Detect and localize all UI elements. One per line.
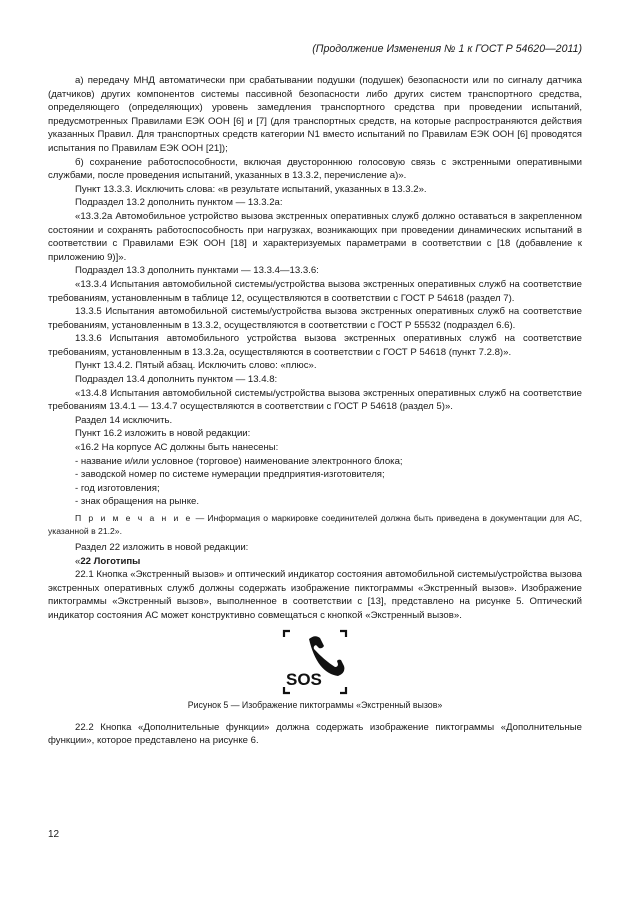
paragraph-b: б) сохранение работоспособности, включая двустороннюю голосовую связь с экстренными оперативными службами, после проведения испытаний, указанных в 13.3.2, перечисление а)».: [48, 156, 582, 182]
section-22-intro: Раздел 22 изложить в новой редакции:: [75, 542, 249, 553]
corner-mark: [284, 631, 290, 637]
paragraph-16-2: «16.2 На корпусе АС должны быть нанесены:: [75, 442, 279, 454]
paragraph-13-4-8: «13.4.8 Испытания автомобильной системы/устройства вызова экстренных оперативных служб на соответствие требованиям 13.4.1 — 13.4.7 осуществляются в соответствии с ГОСТ Р 54618 (раздел 5)».: [48, 387, 582, 413]
corner-mark: [340, 687, 346, 693]
page-number: 12: [48, 829, 60, 840]
paragraph-section-14: Раздел 14 исключить.: [75, 414, 173, 426]
note-text: — Информация о маркировке соединителей должна быть приведена в документации для АС, указанной в 21.2».: [48, 513, 583, 536]
note-label: П р и м е ч а н и е: [75, 513, 193, 523]
paragraph-13-3-3: Пункт 13.3.3. Исключить слова: «в результате испытаний, указанных в 13.3.2».: [75, 183, 427, 195]
list-item: - знак обращения на рынке.: [75, 496, 200, 508]
list-item: - год изготовления;: [75, 482, 160, 494]
figure-caption: Рисунок 5 — Изображение пиктограммы «Экстренный вызов»: [187, 699, 443, 710]
sos-text: SOS: [286, 669, 322, 689]
running-header: (Продолжение Изменения № 1 к ГОСТ Р 54620—2011): [312, 43, 582, 55]
section-title: 22 Логотипы: [80, 555, 141, 567]
figure-5: [48, 627, 582, 699]
note: [48, 512, 582, 537]
paragraph-13-3-add: Подраздел 13.3 дополнить пунктами — 13.3.4—13.3.6:: [75, 265, 319, 277]
paragraph-16-2-intro: Пункт 16.2 изложить в новой редакции:: [75, 428, 251, 440]
document-body: [48, 43, 582, 748]
paragraph-13-2-add: Подраздел 13.2 дополнить пунктом — 13.3.2а:: [75, 197, 283, 209]
list-item: - название и/или условное (торговое) наименование электронного блока;: [75, 455, 403, 467]
quote-mark: «: [75, 555, 81, 567]
list-item: - заводской номер по системе нумерации предприятия-изготовителя;: [75, 469, 385, 481]
paragraph-13-3-5: 13.3.5 Испытания автомобильной системы/устройства вызова экстренных оперативных служб на соответствие требованиям, установленным в 13.3.2, осуществляются в соответствии с ГОСТ Р 55532 (подраздел 6.6).: [48, 306, 582, 331]
corner-mark: [340, 631, 346, 637]
paragraph-22-2: 22.2 Кнопка «Дополнительные функции» должна содержать изображение пиктограммы «Дополнительные функции», которое представлено на рисунке 6.: [48, 721, 582, 747]
paragraph-a: а) передачу МНД автоматически при срабатывании подушки (подушек) безопасности или по сигналу датчика (датчиков) других компонентов системы пассивной безопасности либо других систем транспортного средства, определяющего (определяющих) уровень замедления транспортного средства при проведении испытаний, предусмотренных Правилами ЕЭК ООН [6] и [7] (для транспортных средств, на которые распространяются действия указанных Правил. Для транспортных средств категории N1 вместо испытаний по Правилам ЕЭК ООН [6] проводятся испытания по Правилам ЕЭК ООН [21]);: [48, 75, 582, 154]
paragraph-22-1: 22.1 Кнопка «Экстренный вызов» и оптический индикатор состояния автомобильной системы/устройства вызова экстренных оперативных служб должны содержать изображение пиктограммы «Экстренный вызов». Изображение пиктограммы «Экстренный вызов», выполненное в соответствии с [13], представлено на рисунке 5. Оптический индикатор состояния АС может конструктивно совмещаться с кнопкой «Экстренный вызов».: [48, 569, 582, 621]
paragraph-13-4-2: Пункт 13.4.2. Пятый абзац. Исключить слово: «плюс».: [75, 360, 317, 372]
paragraph-13-3-6: 13.3.6 Испытания автомобильного устройства вызова экстренных оперативных служб на соответствие требованиям, установленным в 13.3.2а, осуществляются в соответствии с ГОСТ Р 54618 (пункт 7.2.8)».: [48, 333, 582, 358]
paragraph-13-3-2a: «13.3.2а Автомобильное устройство вызова экстренных оперативных служб должно оставаться в закрепленном состоянии и сохранять работоспособность при нагрузках, возникающих при проведении динамических испытаний в соответствии с Правилами ЕЭК ООН [18] и характеризуемых параметрами в соответствии с [18 (добавление к приложению 9)]».: [48, 210, 582, 263]
paragraph-13-3-4: «13.3.4 Испытания автомобильной системы/устройства вызова экстренных оперативных служб на соответствие требованиям, установленным в таблице 12, осуществляются в соответствии с ГОСТ Р 54618 (раздел 7).: [48, 278, 582, 304]
section-22-title: [48, 555, 582, 569]
paragraph-13-4-add: Подраздел 13.4 дополнить пунктом — 13.4.8:: [75, 374, 278, 386]
sos-pictogram: [282, 629, 348, 695]
